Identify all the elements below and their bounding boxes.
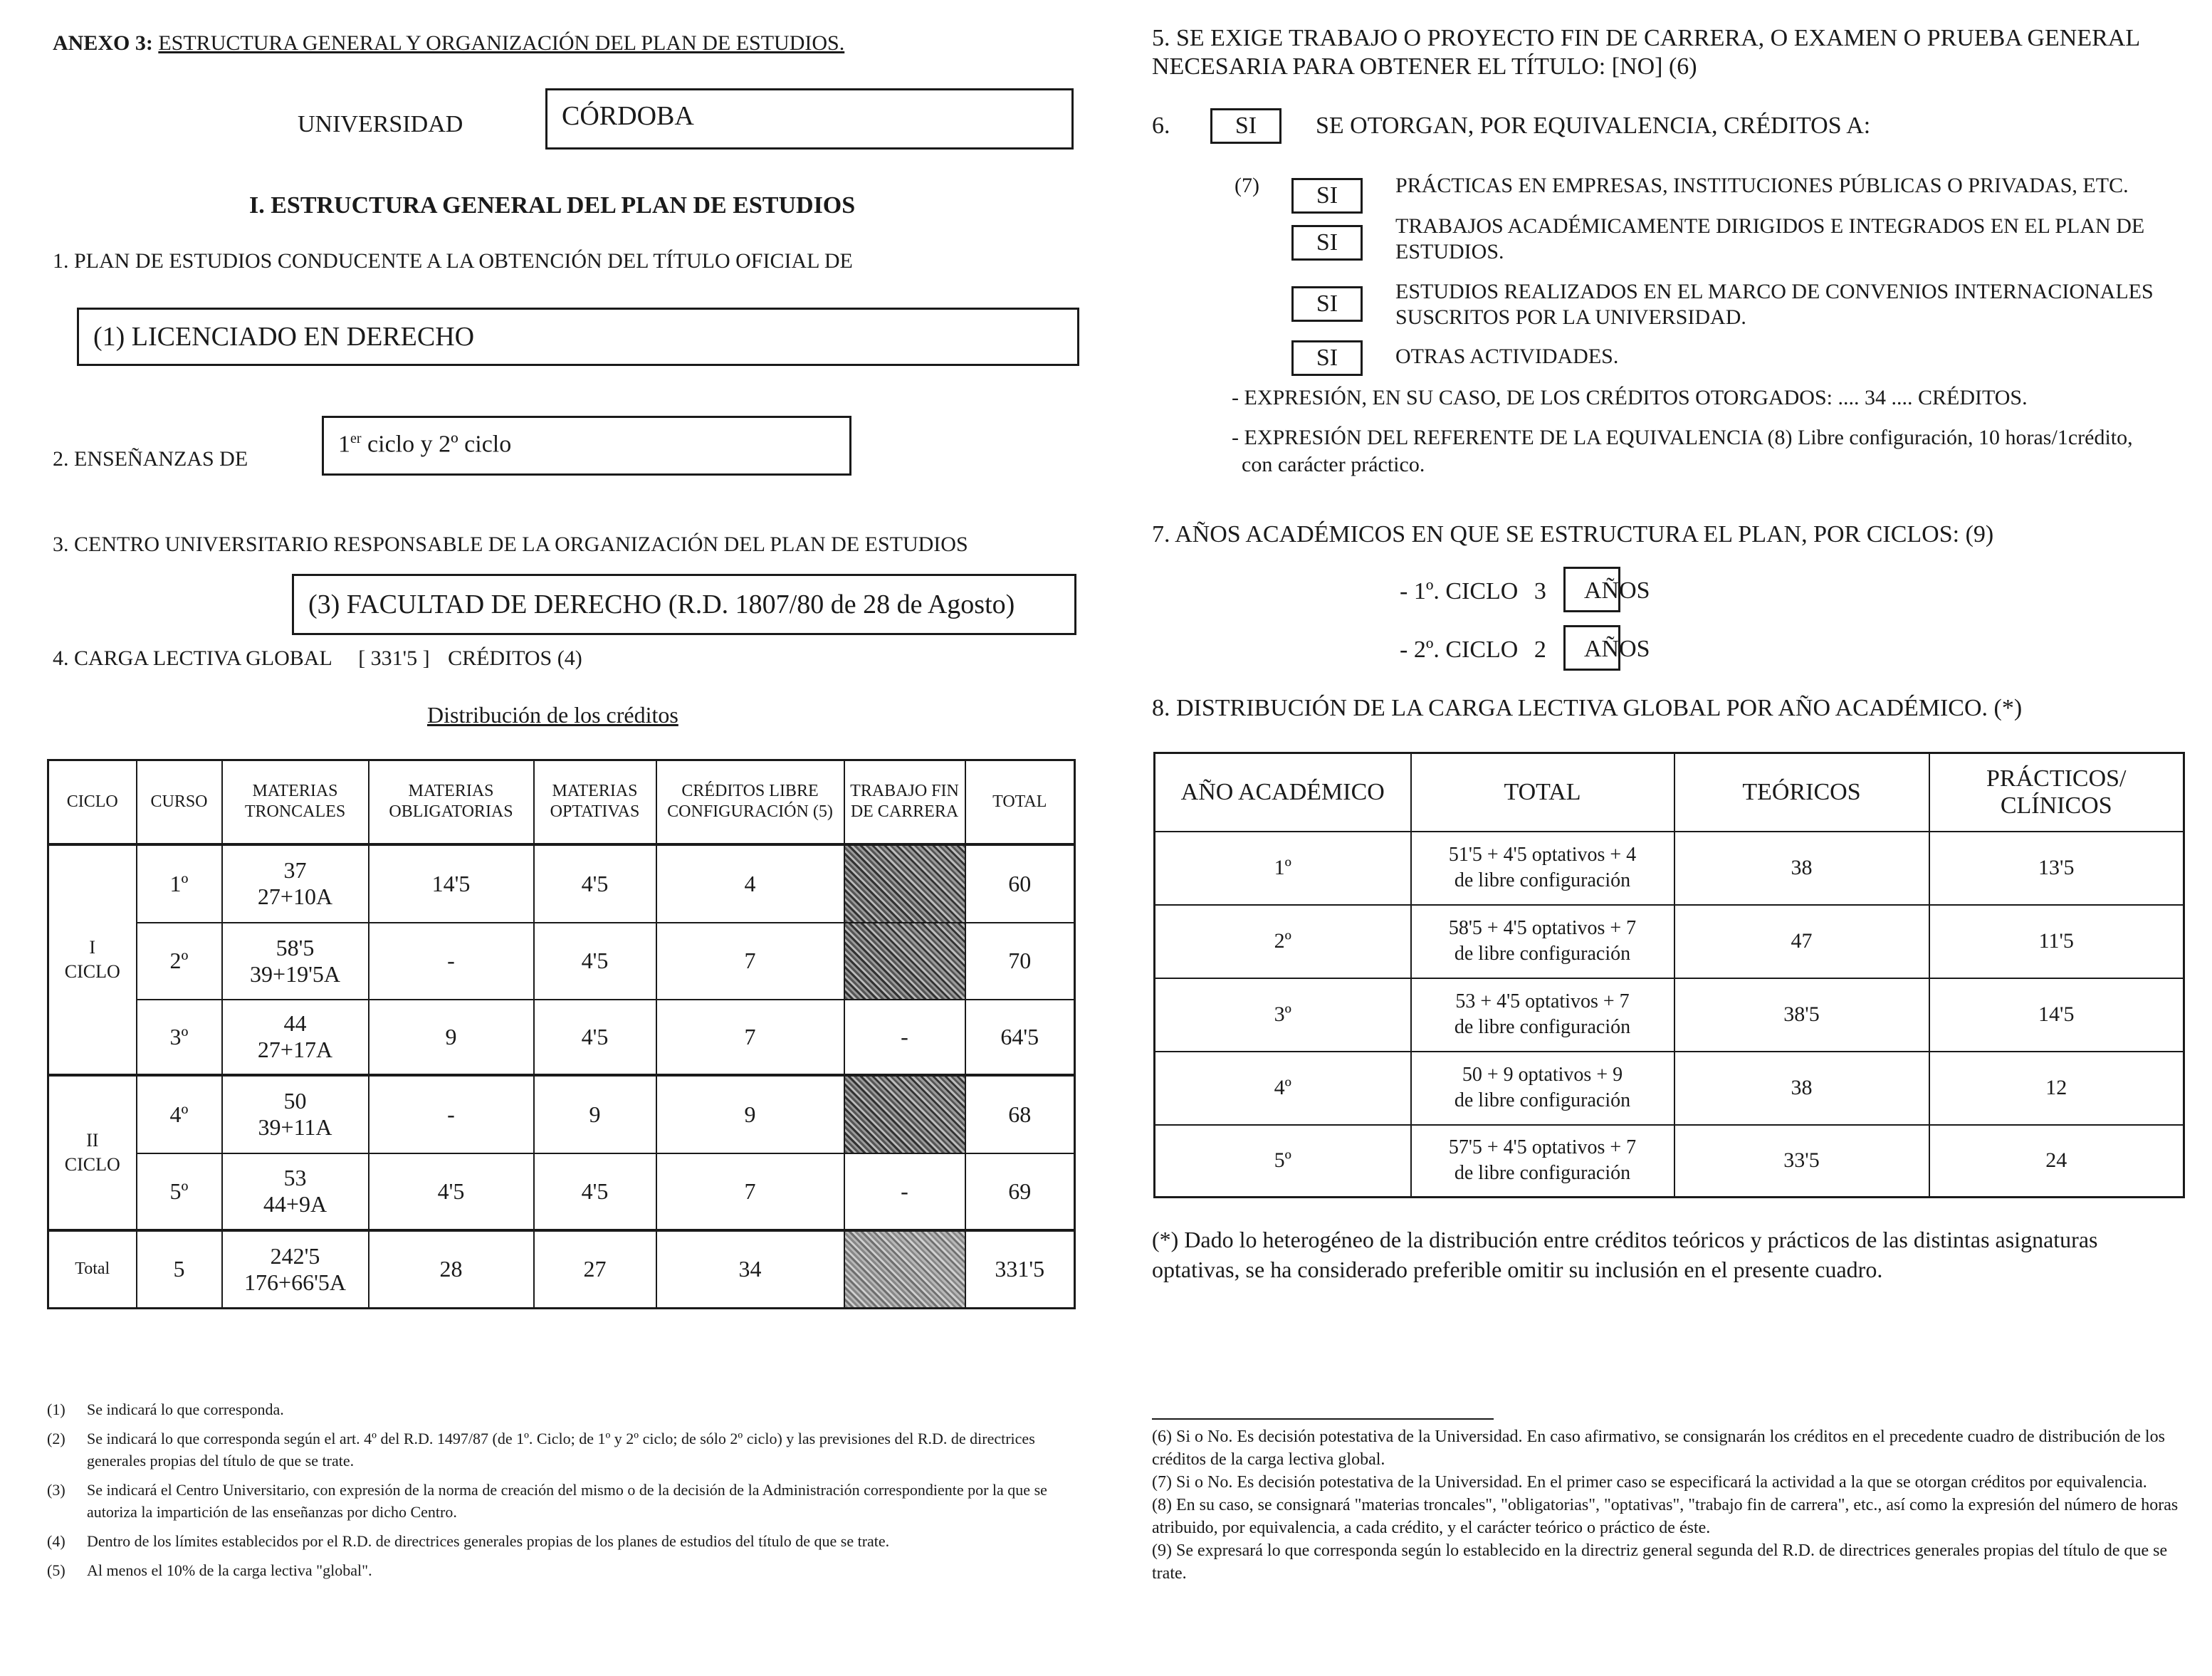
item2-label: 2. ENSEÑANZAS DE — [53, 447, 248, 471]
header-troncales: MATERIAS TRONCALES — [222, 760, 369, 844]
footnote-text: Si o No. Es decisión potestativa de la Universidad. En el primer caso se especificará la actividad a la que se otorgan créditos por equivalencia. — [1175, 1473, 2147, 1492]
header-practical: PRÁCTICOS/ CLÍNICOS — [1929, 753, 2184, 832]
curso-cell: 2º — [137, 923, 222, 1000]
table-row — [1155, 1125, 2184, 1198]
footnote — [1152, 1494, 2189, 1539]
annex-heading — [53, 31, 844, 56]
total-line1: 50 + 9 optativos + 9 — [1462, 1064, 1623, 1086]
trabajo-cell: - — [844, 1000, 965, 1075]
academic-year-table — [1153, 752, 2185, 1198]
curso-cell: 1º — [137, 844, 222, 923]
total-line1: 51'5 + 4'5 optativos + 4 — [1448, 844, 1637, 866]
year-cell: 4º — [1155, 1052, 1411, 1125]
item7-label: 7. AÑOS ACADÉMICOS EN QUE SE ESTRUCTURA EL PLAN, POR CICLOS: (9) — [1152, 521, 1994, 548]
cycle-unit-box — [1563, 567, 1650, 612]
footnote-number: (5) — [47, 1561, 65, 1579]
total-line2: de libre configuración — [1454, 1162, 1631, 1185]
trabajo-cell-hatched — [844, 1230, 965, 1309]
header-theoretical: TEÓRICOS — [1674, 753, 1929, 832]
university-value: CÓRDOBA — [562, 101, 694, 131]
item4-suffix: CRÉDITOS (4) — [448, 646, 582, 670]
troncales-cell — [222, 844, 369, 923]
header-ciclo: CICLO — [48, 760, 137, 844]
total-cell: 64'5 — [965, 1000, 1075, 1075]
footnote — [1152, 1471, 2189, 1494]
footnote-number: (9) — [1152, 1541, 1172, 1560]
curso-cell: 5º — [137, 1153, 222, 1230]
annex-prefix: ANEXO 3: — [53, 31, 153, 55]
footnote-text: Dentro de los límites establecidos por el R.D. de directrices generales propias de los planes de estudios del título de que se trate. — [87, 1532, 890, 1550]
expression-reference — [1232, 424, 2133, 478]
ciclo-1-cell: I CICLO — [48, 844, 137, 1075]
total-cell: 331'5 — [965, 1230, 1075, 1309]
cycles-value-rest: ciclo y 2º ciclo — [361, 431, 512, 458]
equiv-text: ESTUDIOS REALIZADOS EN EL MARCO DE CONVENIOS INTERNACIONALES SUSCRITOS POR LA UNIVERSIDAD. — [1395, 280, 2154, 329]
total-cell — [1411, 832, 1674, 905]
center-value: (3) FACULTAD DE DERECHO (R.D. 1807/80 de 28 de Agosto) — [308, 590, 1015, 619]
libre-cell: 9 — [656, 1075, 844, 1153]
cycle-unit: AÑOS — [1584, 577, 1650, 604]
item6-number: 6. — [1152, 112, 1170, 139]
obligatorias-cell: 14'5 — [369, 844, 534, 923]
cycles-value-sup: er — [350, 431, 362, 446]
obligatorias-cell: 4'5 — [369, 1153, 534, 1230]
obligatorias-cell: 9 — [369, 1000, 534, 1075]
theoretical-cell: 33'5 — [1674, 1125, 1929, 1198]
troncales-cell — [222, 923, 369, 1000]
trabajo-cell-hatched — [844, 923, 965, 1000]
practical-cell: 24 — [1929, 1125, 2184, 1198]
practical-cell: 11'5 — [1929, 905, 2184, 978]
item8-label: 8. DISTRIBUCIÓN DE LA CARGA LECTIVA GLOBAL POR AÑO ACADÉMICO. (*) — [1152, 695, 2023, 721]
footnote — [47, 1398, 1079, 1420]
left-footnotes — [47, 1398, 1079, 1581]
item5-line2: NECESARIA PARA OBTENER EL TÍTULO: [NO] (6) — [1152, 53, 1697, 80]
ciclo-2-cell: II CICLO — [48, 1075, 137, 1230]
practical-cell: 14'5 — [1929, 978, 2184, 1052]
total-cell — [1411, 978, 1674, 1052]
total-cell: 69 — [965, 1153, 1075, 1230]
header-year: AÑO ACADÉMICO — [1155, 753, 1411, 832]
equiv-text: OTRAS ACTIVIDADES. — [1395, 345, 1619, 368]
optativas-cell: 9 — [534, 1075, 656, 1153]
troncales-cell — [222, 1230, 369, 1309]
total-line2: de libre configuración — [1454, 1089, 1631, 1111]
footnote — [47, 1559, 1079, 1581]
table-row — [1155, 832, 2184, 905]
footnote — [1152, 1539, 2189, 1585]
year-cell: 5º — [1155, 1125, 1411, 1198]
item5-line1: 5. SE EXIGE TRABAJO O PROYECTO FIN DE CARRERA, O EXAMEN O PRUEBA GENERAL — [1152, 25, 2141, 51]
troncales-total: 37 — [283, 857, 307, 883]
equiv-text: TRABAJOS ACADÉMICAMENTE DIRIGIDOS E INTEGRADOS EN EL PLAN DE ESTUDIOS. — [1395, 214, 2145, 263]
practical-cell: 12 — [1929, 1052, 2184, 1125]
expression-reference-line1: - EXPRESIÓN DEL REFERENTE DE LA EQUIVALENCIA (8) Libre configuración, 10 horas/1crédito, — [1232, 426, 2133, 449]
theoretical-cell: 38'5 — [1674, 978, 1929, 1052]
curso-cell: 3º — [137, 1000, 222, 1075]
academic-year-header — [1155, 753, 2184, 832]
equiv-box: SI — [1291, 340, 1363, 376]
credits-table-header — [48, 760, 1075, 844]
footnote-text: Se indicará lo que corresponda según el art. 4º del R.D. 1497/87 (de 1º. Ciclo; de 1º y 2º ciclo; de sólo 2º ciclo) y las previsiones del R.D. de directrices generales propias del título de que se trate. — [87, 1430, 1035, 1470]
curso-cell: 4º — [137, 1075, 222, 1153]
equiv-text: PRÁCTICAS EN EMPRESAS, INSTITUCIONES PÚBLICAS O PRIVADAS, ETC. — [1395, 174, 2129, 197]
table-row — [1155, 1052, 2184, 1125]
optativas-cell: 27 — [534, 1230, 656, 1309]
total-cell: 70 — [965, 923, 1075, 1000]
troncales-total: 44 — [283, 1010, 307, 1036]
item1-label: 1. PLAN DE ESTUDIOS CONDUCENTE A LA OBTENCIÓN DEL TÍTULO OFICIAL DE — [53, 249, 853, 273]
theoretical-cell: 38 — [1674, 832, 1929, 905]
cycles-value-prefix: 1 — [338, 431, 350, 458]
footnote-number: (8) — [1152, 1496, 1172, 1514]
year-cell: 2º — [1155, 905, 1411, 978]
cycle-years: 3 — [1534, 578, 1546, 604]
troncales-split: 39+19'5A — [250, 960, 340, 987]
table-row — [48, 1153, 1075, 1230]
libre-cell: 7 — [656, 1153, 844, 1230]
footnote-text: Se indicará el Centro Universitario, con expresión de la norma de creación del mismo o de la decisión de la Administración correspondiente por la que se autoriza la impartición de las enseñanzas por dicho Centro. — [87, 1481, 1047, 1521]
center-field — [292, 574, 1076, 635]
table-row — [1155, 978, 2184, 1052]
total-line1: 58'5 + 4'5 optativos + 7 — [1448, 917, 1637, 939]
troncales-total: 53 — [283, 1165, 307, 1190]
item4-label: 4. CARGA LECTIVA GLOBAL — [53, 646, 332, 670]
footnote-number: (7) — [1152, 1473, 1172, 1492]
item5 — [1152, 24, 2140, 81]
troncales-split: 27+10A — [257, 884, 333, 909]
cycle-label: - 1º. CICLO — [1400, 578, 1519, 604]
table-row — [1155, 905, 2184, 978]
total-cell — [1411, 905, 1674, 978]
cycle-unit: AÑOS — [1584, 636, 1650, 662]
cycle-unit-box — [1563, 625, 1650, 671]
trabajo-cell-hatched — [844, 844, 965, 923]
table-total-row — [48, 1230, 1075, 1309]
theoretical-cell: 47 — [1674, 905, 1929, 978]
item6-box: SI — [1210, 108, 1281, 144]
libre-cell: 4 — [656, 844, 844, 923]
header-curso: CURSO — [137, 760, 222, 844]
table-row — [48, 844, 1075, 923]
optativas-cell: 4'5 — [534, 1000, 656, 1075]
footnote-text: Se indicará lo que corresponda. — [87, 1400, 284, 1418]
footnote-number: (2) — [47, 1430, 65, 1447]
footnote-number: (4) — [47, 1532, 65, 1550]
cycle-label: - 2º. CICLO — [1400, 637, 1519, 663]
libre-cell: 34 — [656, 1230, 844, 1309]
curso-cell: 5 — [137, 1230, 222, 1309]
footnote — [1152, 1425, 2189, 1471]
troncales-cell — [222, 1153, 369, 1230]
header-obligatorias: MATERIAS OBLIGATORIAS — [369, 760, 534, 844]
footnote — [47, 1479, 1079, 1523]
total-line2: de libre configuración — [1454, 869, 1631, 891]
troncales-split: 176+66'5A — [244, 1269, 346, 1295]
optativas-cell: 4'5 — [534, 923, 656, 1000]
libre-cell: 7 — [656, 923, 844, 1000]
right-footnotes — [1152, 1425, 2189, 1585]
optativas-cell: 4'5 — [534, 844, 656, 923]
item4-line — [53, 646, 582, 671]
university-field — [545, 88, 1074, 150]
university-label: UNIVERSIDAD — [298, 111, 463, 137]
total-cell: 68 — [965, 1075, 1075, 1153]
cycles-field — [322, 416, 851, 476]
cycle-years-2 — [1400, 637, 1546, 664]
year-cell: 3º — [1155, 978, 1411, 1052]
degree-value: (1) LICENCIADO EN DERECHO — [93, 322, 475, 352]
annex-title: ESTRUCTURA GENERAL Y ORGANIZACIÓN DEL PLAN DE ESTUDIOS. — [158, 31, 845, 55]
equiv-box: SI — [1291, 286, 1363, 322]
footnote-divider — [1152, 1418, 1494, 1420]
item3-label: 3. CENTRO UNIVERSITARIO RESPONSABLE DE LA ORGANIZACIÓN DEL PLAN DE ESTUDIOS — [53, 533, 968, 556]
footnote-text: En su caso, se consignará "materias troncales", "obligatorias", "optativas", "trabajo fin de carrera", etc., así como la expresión del número de horas atribuido, por equivalencia, a cada crédito, y el carácter teórico o práctico de éste. — [1152, 1496, 2179, 1537]
total-cell — [1411, 1052, 1674, 1125]
total-cell — [1411, 1125, 1674, 1198]
expression-credits: - EXPRESIÓN, EN SU CASO, DE LOS CRÉDITOS OTORGADOS: .... 34 .... CRÉDITOS. — [1232, 386, 2028, 409]
footnote-text: Se expresará lo que corresponda según lo establecido en la directriz general segunda del R.D. de directrices generales propias del título de que se trate. — [1152, 1541, 2168, 1583]
total-cell: 60 — [965, 844, 1075, 923]
equiv-box: SI — [1291, 225, 1363, 261]
cycle-years: 2 — [1534, 637, 1546, 663]
cycle-years-1 — [1400, 578, 1546, 605]
footnote-text: Si o No. Es decisión potestativa de la Universidad. En caso afirmativo, se consignarán los créditos en el precedente cuadro de distribución de los créditos de la carga lectiva global. — [1152, 1428, 2165, 1469]
header-trabajo: TRABAJO FIN DE CARRERA — [844, 760, 965, 844]
table-row — [48, 1075, 1075, 1153]
troncales-total: 58'5 — [276, 934, 315, 960]
obligatorias-cell: - — [369, 923, 534, 1000]
table-row — [48, 923, 1075, 1000]
year-cell: 1º — [1155, 832, 1411, 905]
table-note: (*) Dado lo heterogéneo de la distribución entre créditos teóricos y prácticos de las distintas asignaturas optativas, se ha considerado preferible omitir su inclusión en el presente cuadro. — [1152, 1227, 2098, 1282]
troncales-split: 39+11A — [258, 1114, 332, 1140]
footnote — [47, 1530, 1079, 1552]
degree-field — [77, 308, 1079, 366]
total-line2: de libre configuración — [1454, 943, 1631, 965]
header-total: TOTAL — [1411, 753, 1674, 832]
troncales-total: 242'5 — [270, 1242, 320, 1269]
total-line2: de libre configuración — [1454, 1016, 1631, 1038]
table-row — [48, 1000, 1075, 1075]
header-total: TOTAL — [965, 760, 1075, 844]
practical-cell: 13'5 — [1929, 832, 2184, 905]
obligatorias-cell: 28 — [369, 1230, 534, 1309]
troncales-split: 44+9A — [263, 1191, 327, 1217]
equiv-box: SI — [1291, 178, 1363, 214]
total-label-cell: Total — [48, 1230, 137, 1309]
footnote — [47, 1428, 1079, 1472]
obligatorias-cell: - — [369, 1075, 534, 1153]
section-title: I. ESTRUCTURA GENERAL DEL PLAN DE ESTUDIOS — [249, 192, 856, 219]
header-optativas: MATERIAS OPTATIVAS — [534, 760, 656, 844]
item6-text: SE OTORGAN, POR EQUIVALENCIA, CRÉDITOS A: — [1316, 112, 1871, 139]
troncales-total: 50 — [283, 1088, 307, 1114]
total-line1: 57'5 + 4'5 optativos + 7 — [1448, 1136, 1637, 1159]
optativas-cell: 4'5 — [534, 1153, 656, 1230]
expression-reference-line2: con carácter práctico. — [1242, 453, 1425, 476]
footnote-number: (3) — [47, 1481, 65, 1499]
trabajo-cell-hatched — [844, 1075, 965, 1153]
troncales-split: 27+17A — [257, 1037, 333, 1062]
trabajo-cell: - — [844, 1153, 965, 1230]
header-libre: CRÉDITOS LIBRE CONFIGURACIÓN (5) — [656, 760, 844, 844]
footnote-number: (1) — [47, 1400, 65, 1418]
item4-value: [ 331'5 ] — [358, 646, 430, 670]
troncales-cell — [222, 1000, 369, 1075]
distribution-title: Distribución de los créditos — [427, 702, 678, 728]
theoretical-cell: 38 — [1674, 1052, 1929, 1125]
footnote-number: (6) — [1152, 1428, 1172, 1446]
footnote-text: Al menos el 10% de la carga lectiva "global". — [87, 1561, 372, 1579]
credits-table — [47, 759, 1076, 1309]
troncales-cell — [222, 1075, 369, 1153]
item6-ref: (7) — [1235, 174, 1259, 197]
total-line1: 53 + 4'5 optativos + 7 — [1455, 990, 1630, 1012]
libre-cell: 7 — [656, 1000, 844, 1075]
